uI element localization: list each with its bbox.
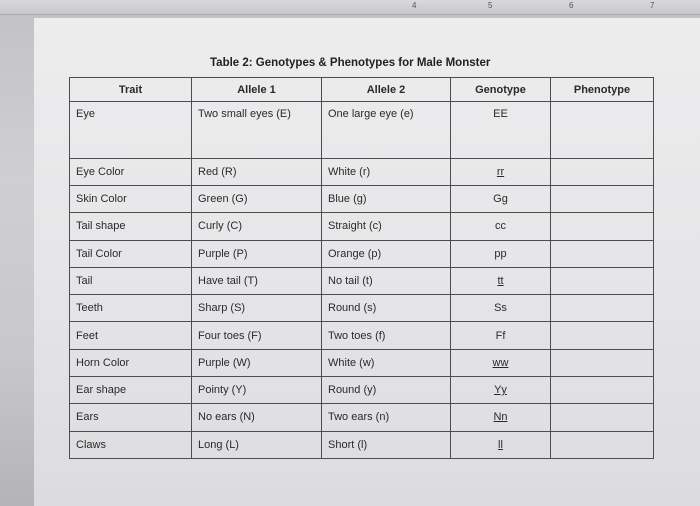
cell-phenotype[interactable] [551,431,654,458]
cell-phenotype[interactable] [551,240,654,267]
cell-phenotype[interactable] [551,267,654,294]
table-row [70,349,654,376]
cell-allele-1[interactable]: Pointy (Y) [192,377,322,404]
cell-phenotype[interactable] [551,158,654,185]
table-row [70,102,654,159]
table-row [70,431,654,458]
table-row [70,295,654,322]
table-title: Table 2: Genotypes & Phenotypes for Male Monster [210,57,491,69]
cell-phenotype[interactable] [551,349,654,376]
cell-allele-2[interactable]: No tail (t) [322,267,451,294]
cell-phenotype[interactable] [551,213,654,240]
header-allele-2[interactable]: Allele 2 [322,78,451,102]
cell-genotype[interactable]: ll [451,431,551,458]
cell-allele-1[interactable]: Green (G) [192,185,322,212]
cell-genotype[interactable]: Ff [451,322,551,349]
cell-trait[interactable]: Horn Color [70,349,192,376]
cell-genotype[interactable]: ww [451,349,551,376]
cell-allele-1[interactable]: Two small eyes (E) [192,102,322,159]
cell-phenotype[interactable] [551,377,654,404]
cell-allele-2[interactable]: White (r) [322,158,451,185]
cell-genotype[interactable]: Gg [451,185,551,212]
cell-trait[interactable]: Eye Color [70,158,192,185]
cell-trait[interactable]: Ear shape [70,377,192,404]
cell-allele-1[interactable]: Four toes (F) [192,322,322,349]
table-row [70,267,654,294]
cell-allele-1[interactable]: No ears (N) [192,404,322,431]
cell-allele-1[interactable]: Sharp (S) [192,295,322,322]
cell-phenotype[interactable] [551,295,654,322]
cell-allele-2[interactable]: Straight (c) [322,213,451,240]
cell-allele-1[interactable]: Purple (W) [192,349,322,376]
cell-allele-1[interactable]: Have tail (T) [192,267,322,294]
cell-genotype[interactable]: Yy [451,377,551,404]
header-trait[interactable]: Trait [70,78,192,102]
table-row [70,240,654,267]
cell-genotype[interactable]: rr [451,158,551,185]
header-genotype[interactable]: Genotype [451,78,551,102]
cell-trait[interactable]: Tail Color [70,240,192,267]
ruler-mark: 6 [569,1,574,10]
cell-trait[interactable]: Feet [70,322,192,349]
cell-genotype[interactable]: EE [451,102,551,159]
cell-trait[interactable]: Ears [70,404,192,431]
cell-allele-1[interactable]: Long (L) [192,431,322,458]
cell-allele-1[interactable]: Purple (P) [192,240,322,267]
cell-genotype[interactable]: Ss [451,295,551,322]
cell-allele-1[interactable]: Red (R) [192,158,322,185]
ruler-mark: 4 [412,1,417,10]
cell-allele-2[interactable]: Short (l) [322,431,451,458]
table-row [70,404,654,431]
table-row [70,158,654,185]
cell-genotype[interactable]: Nn [451,404,551,431]
table-row [70,377,654,404]
cell-trait[interactable]: Teeth [70,295,192,322]
cell-allele-2[interactable]: One large eye (e) [322,102,451,159]
header-phenotype[interactable]: Phenotype [551,78,654,102]
cell-trait[interactable]: Eye [70,102,192,159]
table-row [70,185,654,212]
ruler-mark: 7 [650,1,655,10]
cell-trait[interactable]: Tail shape [70,213,192,240]
header-allele-1[interactable]: Allele 1 [192,78,322,102]
ruler-mark: 5 [488,1,493,10]
cell-allele-2[interactable]: White (w) [322,349,451,376]
cell-trait[interactable]: Tail [70,267,192,294]
cell-phenotype[interactable] [551,102,654,159]
cell-trait[interactable]: Claws [70,431,192,458]
cell-genotype[interactable]: cc [451,213,551,240]
genotype-phenotype-table [69,77,654,459]
cell-allele-2[interactable]: Orange (p) [322,240,451,267]
cell-allele-2[interactable]: Round (s) [322,295,451,322]
cell-trait[interactable]: Skin Color [70,185,192,212]
cell-allele-2[interactable]: Two toes (f) [322,322,451,349]
table-row [70,213,654,240]
cell-genotype[interactable]: pp [451,240,551,267]
cell-genotype[interactable]: tt [451,267,551,294]
cell-phenotype[interactable] [551,185,654,212]
cell-allele-1[interactable]: Curly (C) [192,213,322,240]
cell-phenotype[interactable] [551,404,654,431]
cell-allele-2[interactable]: Two ears (n) [322,404,451,431]
header-row [70,78,654,102]
horizontal-ruler[interactable] [0,0,700,15]
table-row [70,322,654,349]
cell-phenotype[interactable] [551,322,654,349]
cell-allele-2[interactable]: Round (y) [322,377,451,404]
cell-allele-2[interactable]: Blue (g) [322,185,451,212]
